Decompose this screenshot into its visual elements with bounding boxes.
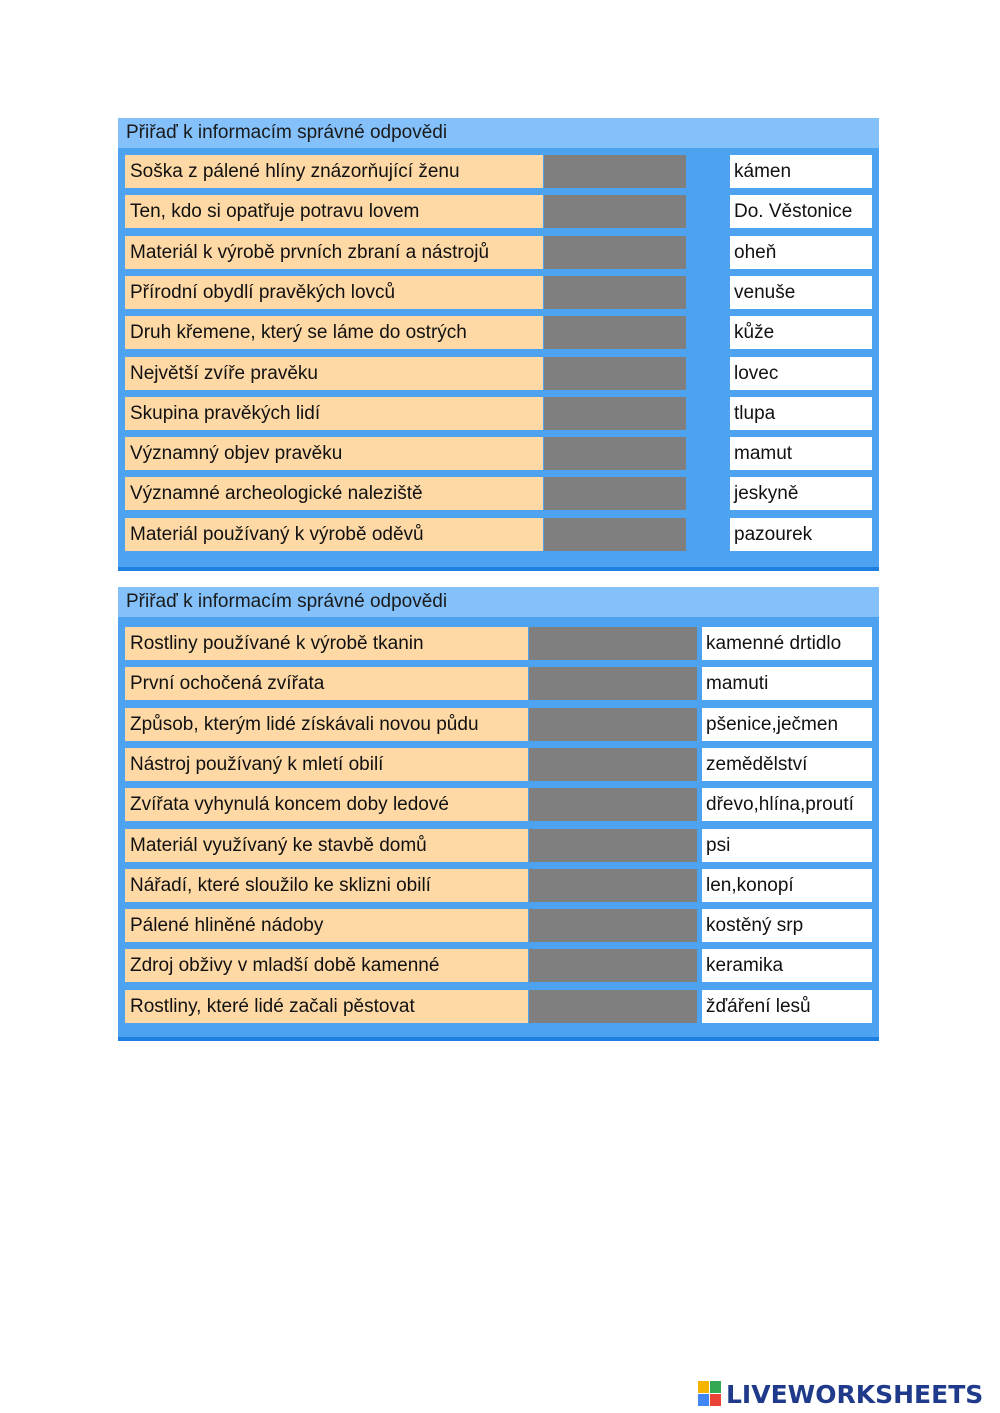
question-label: Nářadí, které sloužilo ke sklizni obilí (125, 869, 528, 902)
match-row (118, 869, 879, 902)
answer-option-draggable[interactable]: mamut (730, 437, 872, 470)
answer-drop-zone[interactable] (529, 869, 697, 902)
match-row (118, 829, 879, 862)
matching-panel-1 (118, 118, 879, 571)
question-label: Významný objev pravěku (125, 437, 543, 470)
answer-drop-zone[interactable] (544, 276, 686, 309)
question-label: První ochočená zvířata (125, 667, 528, 700)
match-row (118, 276, 879, 309)
match-row (118, 437, 879, 470)
answer-drop-zone[interactable] (544, 316, 686, 349)
answer-option-draggable[interactable]: psi (702, 829, 872, 862)
question-label: Přírodní obydlí pravěkých lovců (125, 276, 543, 309)
answer-drop-zone[interactable] (529, 990, 697, 1023)
answer-option-draggable[interactable]: kůže (730, 316, 872, 349)
panel-title: Přiřaď k informacím správné odpovědi (118, 587, 879, 617)
match-row (118, 518, 879, 551)
liveworksheets-logo-icon (698, 1381, 722, 1407)
answer-drop-zone[interactable] (529, 708, 697, 741)
question-label: Rostliny, které lidé začali pěstovat (125, 990, 528, 1023)
answer-drop-zone[interactable] (544, 437, 686, 470)
answer-drop-zone[interactable] (544, 155, 686, 188)
question-label: Materiál používaný k výrobě oděvů (125, 518, 543, 551)
match-row (118, 316, 879, 349)
match-row (118, 155, 879, 188)
answer-option-draggable[interactable]: oheň (730, 236, 872, 269)
question-label: Významné archeologické naleziště (125, 477, 543, 510)
question-label: Způsob, kterým lidé získávali novou půdu (125, 708, 528, 741)
question-label: Materiál k výrobě prvních zbraní a nástrojů (125, 236, 543, 269)
match-row (118, 357, 879, 390)
match-row (118, 788, 879, 821)
answer-drop-zone[interactable] (529, 829, 697, 862)
answer-option-draggable[interactable]: Do. Věstonice (730, 195, 872, 228)
answer-drop-zone[interactable] (529, 667, 697, 700)
answer-option-draggable[interactable]: lovec (730, 357, 872, 390)
answer-drop-zone[interactable] (544, 236, 686, 269)
question-label: Rostliny používané k výrobě tkanin (125, 627, 528, 660)
answer-option-draggable[interactable]: pazourek (730, 518, 872, 551)
answer-option-draggable[interactable]: jeskyně (730, 477, 872, 510)
answer-option-draggable[interactable]: kamenné drtidlo (702, 627, 872, 660)
brand-text: LIVEWORKSHEETS (726, 1379, 984, 1409)
answer-drop-zone[interactable] (544, 518, 686, 551)
match-row (118, 909, 879, 942)
question-label: Pálené hliněné nádoby (125, 909, 528, 942)
match-row (118, 627, 879, 660)
match-row (118, 236, 879, 269)
match-row (118, 949, 879, 982)
answer-option-draggable[interactable]: kostěný srp (702, 909, 872, 942)
answer-option-draggable[interactable]: žďáření lesů (702, 990, 872, 1023)
answer-option-draggable[interactable]: pšenice,ječmen (702, 708, 872, 741)
question-label: Skupina pravěkých lidí (125, 397, 543, 430)
question-label: Materiál využívaný ke stavbě domů (125, 829, 528, 862)
answer-option-draggable[interactable]: dřevo,hlína,proutí (702, 788, 872, 821)
answer-option-draggable[interactable]: venuše (730, 276, 872, 309)
answer-drop-zone[interactable] (544, 357, 686, 390)
question-label: Zvířata vyhynulá koncem doby ledové (125, 788, 528, 821)
answer-option-draggable[interactable]: zemědělství (702, 748, 872, 781)
answer-drop-zone[interactable] (544, 477, 686, 510)
liveworksheets-brand (698, 1378, 983, 1410)
answer-drop-zone[interactable] (544, 397, 686, 430)
match-row (118, 477, 879, 510)
question-label: Zdroj obživy v mladší době kamenné (125, 949, 528, 982)
question-label: Ten, kdo si opatřuje potravu lovem (125, 195, 543, 228)
answer-drop-zone[interactable] (544, 195, 686, 228)
match-row (118, 195, 879, 228)
question-label: Největší zvíře pravěku (125, 357, 543, 390)
panel-title: Přiřaď k informacím správné odpovědi (118, 118, 879, 148)
answer-option-draggable[interactable]: len,konopí (702, 869, 872, 902)
question-label: Soška z pálené hlíny znázorňující ženu (125, 155, 543, 188)
match-row (118, 397, 879, 430)
answer-option-draggable[interactable]: kámen (730, 155, 872, 188)
answer-option-draggable[interactable]: keramika (702, 949, 872, 982)
question-label: Druh křemene, který se láme do ostrých (125, 316, 543, 349)
answer-drop-zone[interactable] (529, 788, 697, 821)
answer-drop-zone[interactable] (529, 627, 697, 660)
match-row (118, 748, 879, 781)
match-row (118, 708, 879, 741)
answer-drop-zone[interactable] (529, 949, 697, 982)
match-row (118, 990, 879, 1023)
match-row (118, 667, 879, 700)
answer-drop-zone[interactable] (529, 748, 697, 781)
answer-option-draggable[interactable]: tlupa (730, 397, 872, 430)
answer-drop-zone[interactable] (529, 909, 697, 942)
matching-panel-2 (118, 587, 879, 1041)
question-label: Nástroj používaný k mletí obilí (125, 748, 528, 781)
answer-option-draggable[interactable]: mamuti (702, 667, 872, 700)
